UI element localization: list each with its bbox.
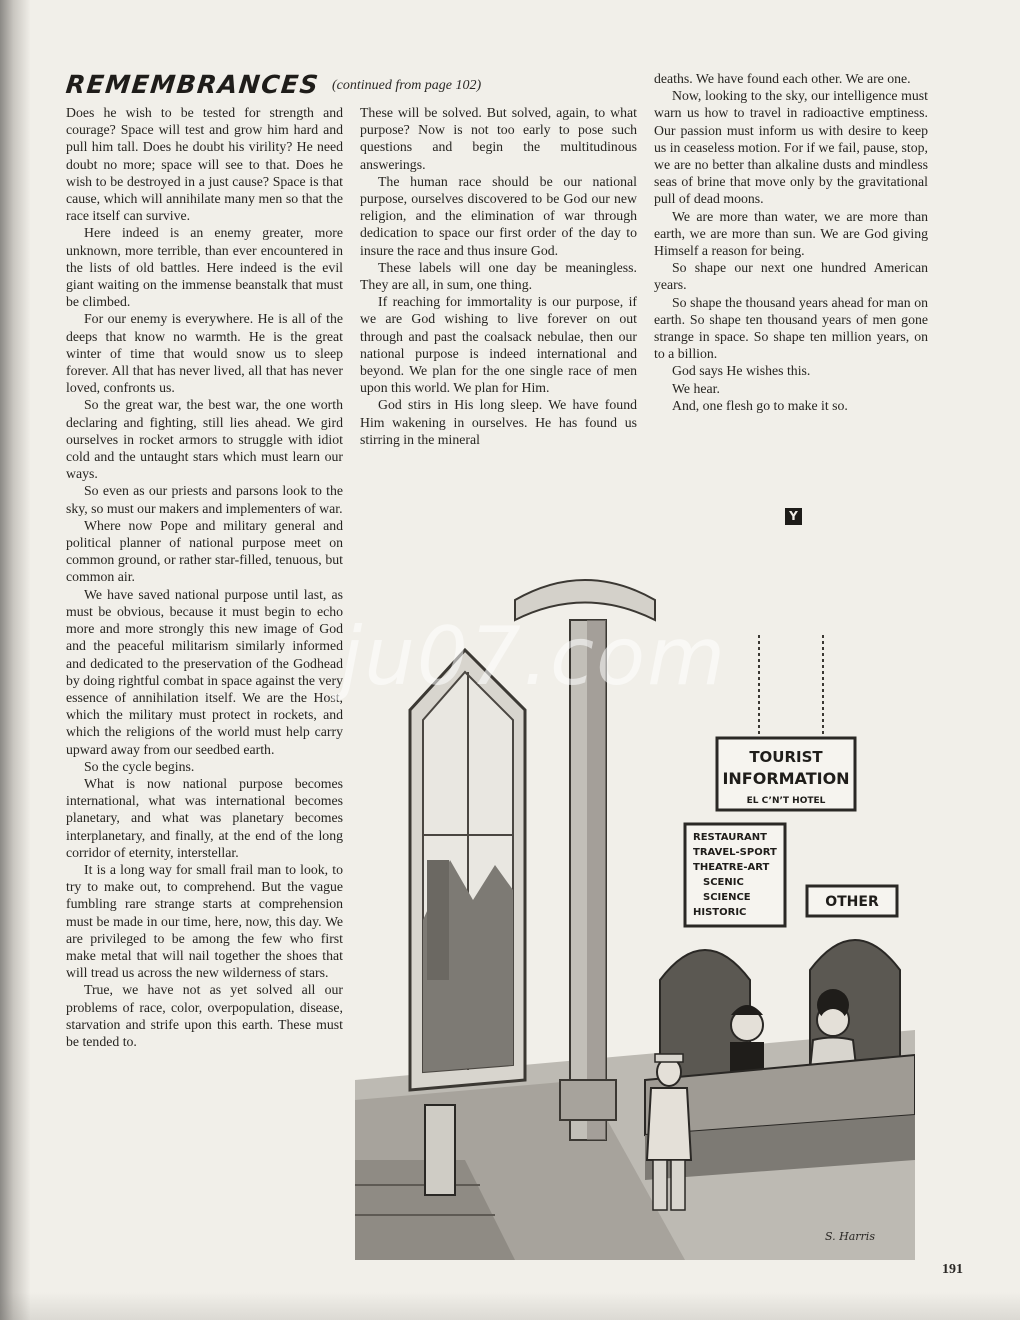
text-column-2: [360, 104, 637, 448]
paragraph: So shape the thousand years ahead for man on earth. So shape ten thousand years of men gone strange in space. So shape ten million years, on to a billion.: [654, 294, 928, 362]
page-bottom-edge: [0, 1292, 1020, 1320]
cartoon-service-item: HISTORIC: [693, 907, 747, 918]
paragraph: Does he wish to be tested for strength and courage? Space will test and grow him hard and pull him tall. Does he doubt his virility? He need doubt no more; space will see to that. Does he wish to be destroyed in a just cause? Space is that cause, which will annihilate many men so that the race itself can survive.: [66, 105, 343, 224]
cartoon-sign-hotel: EL C’N’T HOTEL: [746, 796, 826, 806]
page-number: 191: [942, 1262, 963, 1277]
paragraph: So the cycle begins.: [84, 758, 195, 774]
cartoon-service-item: TRAVEL-SPORT: [693, 847, 777, 858]
paragraph: God says He wishes this.: [672, 363, 811, 379]
watermark: ju07.com: [340, 610, 728, 703]
end-mark-icon: Y: [785, 508, 802, 525]
paragraph: So even as our priests and parsons look to the sky, so must our makers and implementers of war.: [66, 483, 343, 516]
cartoon-tower: [427, 860, 449, 980]
paragraph: We have saved national purpose until last, as must be obvious, because it must begin to echo more and more strongly this new image of God and the peaceful militarism similarly informed and dedicated to the preservation of the Godhead by doing rightful combat in space against the very essence of annihilation itself. We are the Host, which the military must protect in rockets, and which the religions of the world must help carry upward away from our seedbed earth.: [66, 586, 343, 757]
section-title: REMEMBRANCES: [64, 70, 321, 99]
cartoon-service-item: SCENIC: [703, 877, 744, 888]
cartoon-signature: S. Harris: [825, 1230, 875, 1243]
paragraph: Where now Pope and military general and political planner of national purpose meet on common ground, or rather star-filled, tenuous, but common air.: [66, 517, 343, 585]
paragraph: God stirs in His long sleep. We have found Him wakening in ourselves. He has found us stirring in the mineral: [360, 397, 637, 447]
continued-note: (continued from page 102): [332, 78, 482, 93]
paragraph: Now, looking to the sky, our intelligence must warn us how to travel in radioactive emptiness. Our passion must inform us with desire to keep us in ceaseless motion. For if we fail, pause, stop, we are no better than alkaline dusts and mindless seas of brine that move only by the gravitational pull of dead moons.: [654, 88, 928, 207]
cartoon-sign-tourist-line1: TOURIST: [749, 748, 823, 766]
paragraph: What is now national purpose becomes international, what was international becomes planetary, and what was planetary becomes interplanetary, and finally, at the end of the long corridor of eternity, interstellar.: [66, 775, 343, 860]
paragraph: The human race should be our national purpose, ourselves discovered to be God our new religion, and the elimination of war through dedication to space our first order of the day to insure the race and thus insure God.: [360, 173, 637, 258]
paragraph: For our enemy is everywhere. He is all of the deeps that know no warmth. He is the great winter of time that would snow us to sleep forever. All that has never lived, all that has never loved, confronts us.: [66, 311, 343, 396]
paragraph: Here indeed is an enemy greater, more unknown, more terrible, than ever encountered in the lists of old battles. Here indeed is the evil giant waiting on the immense beanstalk that must be climbed.: [66, 225, 343, 310]
cartoon-balustrade: [425, 1105, 455, 1195]
paragraph: We hear.: [672, 380, 720, 396]
paragraph: We are more than water, we are more than earth, we are more than sun. We are God giving Himself a reason for being.: [654, 208, 928, 259]
text-column-3: [654, 70, 928, 414]
paragraph: deaths. We have found each other. We are one.: [654, 71, 911, 86]
paragraph: It is a long way for small frail man to look, to try to make out, to comprehend. But the vague fumbling rare strange starts at comprehension must be made in our time, here, now, this day. We are privileged to be among the few who first make metal that will nail together the shoes that will tread us across the new wilderness of stars.: [66, 861, 343, 981]
cartoon-service-item: SCIENCE: [703, 892, 751, 903]
paragraph: So shape our next one hundred American years.: [654, 260, 928, 293]
cartoon-sign-other-text: OTHER: [825, 894, 879, 910]
paragraph: These will be solved. But solved, again, to what purpose? Now is not too early to pose such questions and begin the multitudinous answerings.: [360, 105, 637, 172]
paragraph: And, one flesh go to make it so.: [672, 397, 848, 413]
cartoon-service-item: THEATRE-ART: [693, 862, 770, 873]
binding-shadow: [0, 0, 30, 1320]
paragraph: These labels will one day be meaningless. They are all, in sum, one thing.: [360, 259, 637, 293]
cartoon-sign-tourist-line2: INFORMATION: [722, 769, 850, 788]
cartoon-service-item: RESTAURANT: [693, 832, 767, 843]
paragraph: If reaching for immortality is our purpose, if we are God wishing to live forever on out through and past the coalsack nebulae, then our national purpose is indeed international and beyond. We plan for the one single race of men upon this world. We plan for Him.: [360, 294, 637, 396]
text-column-1: [66, 104, 343, 1050]
paragraph: So the great war, the best war, the one worth declaring and fighting, still lies ahead. We gird ourselves in rocket armors to struggle with idiot cold and the untaught stars which must learn our ways.: [66, 397, 343, 482]
paragraph: True, we have not as yet solved all our problems of race, color, overpopulation, disease, starvation and strife upon this earth. These must be tended to.: [66, 982, 343, 1049]
